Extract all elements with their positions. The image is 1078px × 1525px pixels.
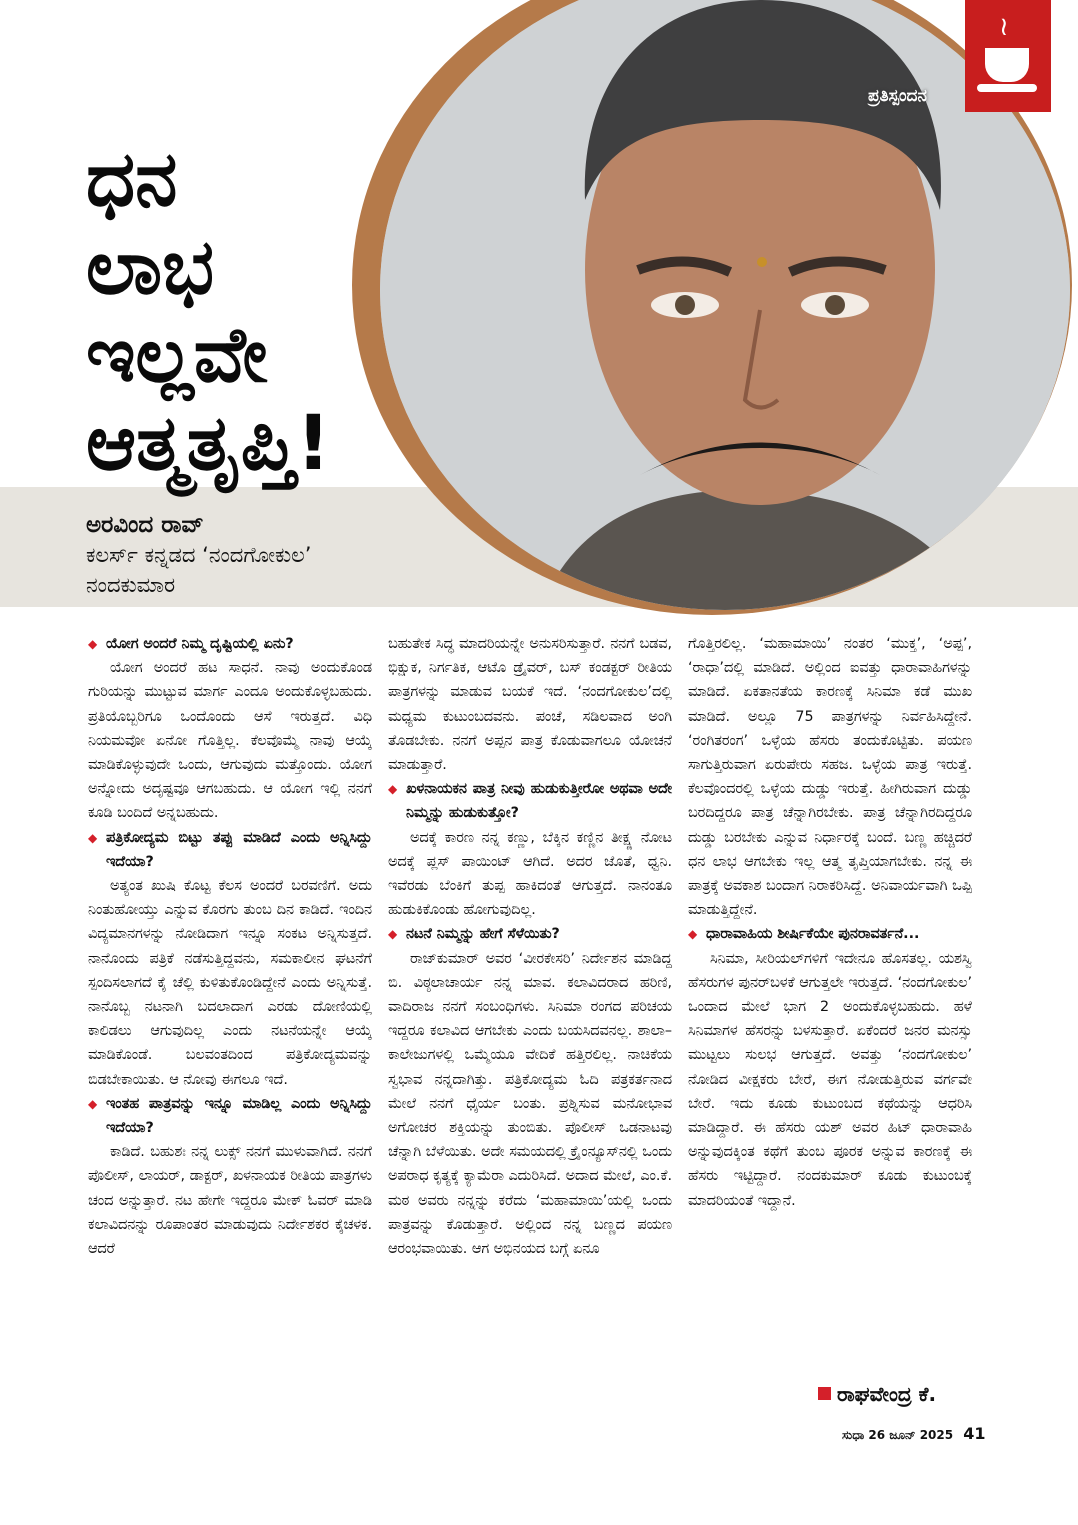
steam-icon: ≀: [999, 12, 1009, 42]
question: ◆ ಇಂತಹ ಪಾತ್ರವನ್ನು ಇನ್ನೂ ಮಾಡಿಲ್ಲ ಎಂದು ಅನ್ನಿಸಿದ್ದು ಇದೆಯಾ?: [88, 1092, 372, 1140]
question: ◆ ನಟನೆ ನಿಮ್ಮನ್ನು ಹೇಗೆ ಸೆಳೆಯಿತು?: [388, 922, 672, 946]
square-bullet-icon: [818, 1387, 831, 1400]
page-number: 41: [963, 1424, 986, 1443]
author-signature: [818, 1382, 936, 1406]
answer: ರಾಜ್‌ಕುಮಾರ್ ಅವರ ‘ವೀರಕೇಸರಿ’ ನಿರ್ದೇಶನ ಮಾಡಿದ್ದ ಬಿ. ವಿಠ್ಠಲಾಚಾರ್ಯ ನನ್ನ ಮಾವ. ಕಲಾವಿದರಾದ ಹರಿಣಿ, ವಾದಿರಾಜ ನನಗೆ ಸಂಬಂಧಿಗಳು. ಸಿನಿಮಾ ರಂಗದ ಪರಿಚಯ ಇದ್ದರೂ ಕಲಾವಿದ ಆಗಬೇಕು ಎಂದು ಬಯಸಿದವನಲ್ಲ. ಶಾಲಾ–ಕಾಲೇಜುಗಳಲ್ಲಿ ಒಮ್ಮೆಯೂ ವೇದಿಕೆ ಹತ್ತಿರಲಿಲ್ಲ. ನಾಚಿಕೆಯ ಸ್ವಭಾವ ನನ್ನದಾಗಿತ್ತು. ಪತ್ರಿಕೋದ್ಯಮ ಓದಿ ಪತ್ರಕರ್ತನಾದ ಮೇಲೆ ನನಗೆ ಧೈರ್ಯ ಬಂತು. ಪ್ರಶ್ನಿಸುವ ಮನೋಭಾವ ಅಗೋಚರ ಶಕ್ತಿಯನ್ನು ತುಂಬಿತು. ಪೊಲೀಸ್ ಒಡನಾಟವು ಚೆನ್ನಾಗಿ ಬೆಳೆಯಿತು. ಅದೇ ಸಮಯದಲ್ಲಿ ಕ್ರೈಂನ್ಯೂಸ್‌ನಲ್ಲಿ ಒಂದು ಅಪರಾಧ ಕೃತ್ಯಕ್ಕೆ ಕ್ಯಾಮೆರಾ ಎದುರಿಸಿದೆ. ಅದಾದ ಮೇಲೆ, ಎಂ.ಕೆ. ಮಠ ಅವರು ನನ್ನನ್ನು ಕರೆದು ‘ಮಹಾಮಾಯಿ’ಯಲ್ಲಿ ಒಂದು ಪಾತ್ರವನ್ನು ಕೊಡುತ್ತಾರೆ. ಅಲ್ಲಿಂದ ನನ್ನ ಬಣ್ಣದ ಪಯಣ ಆರಂಭವಾಯಿತು. ಆಗ ಅಭಿನಯದ ಬಗ್ಗೆ ಏನೂ: [388, 950, 672, 1258]
question: ◆ ಪತ್ರಿಕೋದ್ಯಮ ಬಿಟ್ಟು ತಪ್ಪು ಮಾಡಿದೆ ಎಂದು ಅನ್ನಿಸಿದ್ದು ಇದೆಯಾ?: [88, 826, 372, 874]
author-name: ರಾಘವೇಂದ್ರ ಕೆ.: [837, 1382, 937, 1406]
answer: ಅತ್ಯಂತ ಖುಷಿ ಕೊಟ್ಟ ಕೆಲಸ ಅಂದರೆ ಬರವಣಿಗೆ. ಅದು ನಿಂತುಹೋಯ್ತು ಎನ್ನುವ ಕೊರಗು ತುಂಬ ದಿನ ಕಾಡಿದೆ. ಇಂದಿನ ವಿದ್ಯಮಾನಗಳನ್ನು ನೋಡಿದಾಗ ಇನ್ನೂ ಸಂಕಟ ಅನ್ನಿಸುತ್ತದೆ. ನಾನೊಂದು ಪತ್ರಿಕೆ ನಡೆಸುತ್ತಿದ್ದವನು, ಸಮಕಾಲೀನ ಘಟನೆಗೆ ಸ್ಪಂದಿಸಲಾಗದೆ ಕೈ ಚೆಲ್ಲಿ ಕುಳಿತುಕೊಂಡಿದ್ದೇನೆ ಎಂದು ಅನ್ನಿಸುತ್ತೆ. ನಾನೊಬ್ಬ ನಟನಾಗಿ ಬದಲಾದಾಗ ಎರಡು ದೋಣಿಯಲ್ಲಿ ಕಾಲಿಡಲು ಆಗುವುದಿಲ್ಲ ಎಂದು ನಟನೆಯನ್ನೇ ಆಯ್ಕೆ ಮಾಡಿಕೊಂಡೆ. ಬಲವಂತದಿಂದ ಪತ್ರಿಕೋದ್ಯಮವನ್ನು ಬಿಡಬೇಕಾಯಿತು. ಆ ನೋವು ಈಗಲೂ ಇದೆ.: [88, 878, 372, 1088]
title-line: ಇಲ್ಲವೇ: [86, 310, 268, 399]
section-label: ಪ್ರತಿಸ್ಪಂದನ: [868, 86, 927, 106]
article-title: [86, 135, 331, 487]
title-line: ಧನ: [86, 134, 178, 223]
section-logo: [965, 0, 1051, 112]
interviewee-name: ಅರವಿಂದ ರಾವ್: [86, 512, 204, 538]
answer: ಅದಕ್ಕೆ ಕಾರಣ ನನ್ನ ಕಣ್ಣು, ಬೆಕ್ಕಿನ ಕಣ್ಣಿನ ತೀಕ್ಷ್ಣ ನೋಟ ಅದಕ್ಕೆ ಪ್ಲಸ್ ಪಾಯಿಂಟ್ ಆಗಿದೆ. ಅದರ ಜೊತೆ, ಧ್ವನಿ. ಇವೆರಡು ಬೆಂಕಿಗೆ ತುಪ್ಪ ಹಾಕಿದಂತೆ ಆಗುತ್ತದೆ. ನಾನಂತೂ ಹುಡುಕಿಕೊಂಡು ಹೋಗುವುದಿಲ್ಲ.: [388, 829, 672, 919]
article-column-3: [688, 632, 972, 1213]
page-footer: [842, 1424, 986, 1443]
interviewee-desc-line1: ಕಲರ್ಸ್ ಕನ್ನಡದ ‘ನಂದಗೋಕುಲ’: [86, 543, 312, 567]
title-line: ಲಾಭ: [86, 222, 214, 311]
byline: [86, 510, 311, 600]
answer: ಕಾಡಿದೆ. ಬಹುಶಃ ನನ್ನ ಲುಕ್ಸ್ ನನಗೆ ಮುಳುವಾಗಿದೆ. ನನಗೆ ಪೊಲೀಸ್, ಲಾಯರ್, ಡಾಕ್ಟರ್, ಖಳನಾಯಕ ರೀತಿಯ ಪಾತ್ರಗಳು ಚಂದ ಅನ್ನುತ್ತಾರೆ. ನಟ ಹೇಗೇ ಇದ್ದರೂ ಮೇಕ್ ಓವರ್ ಮಾಡಿ ಕಲಾವಿದನನ್ನು ರೂಪಾಂತರ ಮಾಡುವುದು ನಿರ್ದೇಶಕರ ಕೈಚಳಕ. ಆದರೆ: [88, 1144, 372, 1258]
coffee-cup-icon: [985, 48, 1029, 82]
interviewee-desc-line2: ನಂದಕುಮಾರ: [86, 573, 176, 597]
answer: ಗೊತ್ತಿರಲಿಲ್ಲ. ‘ಮಹಾಮಾಯಿ’ ನಂತರ ‘ಮುಕ್ತ’, ‘ಅಪ್ಪ’, ‘ರಾಧಾ’ದಲ್ಲಿ ಮಾಡಿದೆ. ಅಲ್ಲಿಂದ ಐವತ್ತು ಧಾರಾವಾಹಿಗಳನ್ನು ಮಾಡಿದೆ. ಏಕತಾನತೆಯ ಕಾರಣಕ್ಕೆ ಸಿನಿಮಾ ಕಡೆ ಮುಖ ಮಾಡಿದೆ. ಅಲ್ಲೂ 75 ಪಾತ್ರಗಳನ್ನು ನಿರ್ವಹಿಸಿದ್ದೇನೆ. ‘ರಂಗಿತರಂಗ’ ಒಳ್ಳೆಯ ಹೆಸರು ತಂದುಕೊಟ್ಟಿತು. ಪಯಣ ಸಾಗುತ್ತಿರುವಾಗ ಏರುಪೇರು ಸಹಜ. ಒಳ್ಳೆಯ ಪಾತ್ರ ಇರುತ್ತೆ. ಕೆಲವೊಂದರಲ್ಲಿ ಒಳ್ಳೆಯ ದುಡ್ಡು ಇರುತ್ತೆ. ಹೀಗಿರುವಾಗ ದುಡ್ಡು ಬರದಿದ್ದರೂ ಪಾತ್ರ ಚೆನ್ನಾಗಿರಬೇಕು. ಪಾತ್ರ ಚೆನ್ನಾಗಿರದಿದ್ದರೂ ದುಡ್ಡು ಬರಬೇಕು ಎನ್ನುವ ನಿರ್ಧಾರಕ್ಕೆ ಬಂದೆ. ಬಣ್ಣ ಹಚ್ಚಿದರೆ ಧನ ಲಾಭ ಆಗಬೇಕು ಇಲ್ಲ ಆತ್ಮ ತೃಪ್ತಿಯಾಗಬೇಕು. ನನ್ನ ಈ ಪಾತ್ರಕ್ಕೆ ಅವಕಾಶ ಬಂದಾಗ ನಿರಾಕರಿಸಿದ್ದೆ. ಅನಿವಾರ್ಯವಾಗಿ ಒಪ್ಪಿ ಮಾಡುತ್ತಿದ್ದೇನೆ.: [688, 636, 972, 919]
answer: ಯೋಗ ಅಂದರೆ ಹಟ ಸಾಧನೆ. ನಾವು ಅಂದುಕೊಂಡ ಗುರಿಯನ್ನು ಮುಟ್ಟುವ ಮಾರ್ಗ ಎಂದೂ ಅಂದುಕೊಳ್ಳಬಹುದು. ಪ್ರತಿಯೊಬ್ಬರಿಗೂ ಒಂದೊಂದು ಆಸೆ ಇರುತ್ತದೆ. ವಿಧಿ ನಿಯಮವೋ ಏನೋ ಗೊತ್ತಿಲ್ಲ. ಕೆಲವೊಮ್ಮೆ ನಾವು ಆಯ್ಕೆ ಮಾಡಿಕೊಳ್ಳುವುದೇ ಒಂದು, ಆಗುವುದು ಮತ್ತೊಂದು. ಯೋಗ ಅನ್ನೋದು ಅದೃಷ್ಟವೂ ಆಗಬಹುದು. ಆ ಯೋಗ ಇಲ್ಲಿ ನನಗೆ ಕೂಡಿ ಬಂದಿದೆ ಅನ್ನಬಹುದು.: [88, 660, 372, 822]
article-column-1: [88, 632, 372, 1261]
question: ◆ ಧಾರಾವಾಹಿಯ ಶೀರ್ಷಿಕೆಯೇ ಪುನರಾವರ್ತನೆ...: [688, 922, 972, 946]
answer: ಸಿನಿಮಾ, ಸೀರಿಯಲ್‌ಗಳಿಗೆ ಇದೇನೂ ಹೊಸತಲ್ಲ. ಯಶಸ್ವಿ ಹೆಸರುಗಳ ಪುನರ್‌ಬಳಕೆ ಆಗುತ್ತಲೇ ಇರುತ್ತದೆ. ‘ನಂದಗೋಕುಲ’ ಒಂದಾದ ಮೇಲೆ ಭಾಗ 2 ಅಂದುಕೊಳ್ಳಬಹುದು. ಹಳೆ ಸಿನಿಮಾಗಳ ಹೆಸರನ್ನು ಬಳಸುತ್ತಾರೆ. ಏಕೆಂದರೆ ಜನರ ಮನಸ್ಸು ಮುಟ್ಟಲು ಸುಲಭ ಆಗುತ್ತದೆ. ಅವತ್ತು ‘ನಂದಗೋಕುಲ’ ನೋಡಿದ ವೀಕ್ಷಕರು ಬೇರೆ, ಈಗ ನೋಡುತ್ತಿರುವ ವರ್ಗವೇ ಬೇರೆ. ಇದು ಕೂಡು ಕುಟುಂಬದ ಕಥೆಯನ್ನು ಆಧರಿಸಿ ಮಾಡಿದ್ದಾರೆ. ಈ ಹೆಸರು ಯಶ್ ಅವರ ಹಿಟ್ ಧಾರಾವಾಹಿ ಅನ್ನುವುದಕ್ಕಿಂತ ಕಥೆಗೆ ತುಂಬ ಪೂರಕ ಅನ್ನುವ ಕಾರಣಕ್ಕೆ ಈ ಹೆಸರು ಇಟ್ಟಿದ್ದಾರೆ. ನಂದಕುಮಾರ್ ಕೂಡು ಕುಟುಂಬಕ್ಕೆ ಮಾದರಿಯಂತೆ ಇದ್ದಾನೆ.: [688, 950, 972, 1209]
magazine-name: ಸುಧಾ: [842, 1428, 865, 1442]
question: ◆ ಯೋಗ ಅಂದರೆ ನಿಮ್ಮ ದೃಷ್ಟಿಯಲ್ಲಿ ಏನು?: [88, 632, 372, 656]
question: ◆ ಖಳನಾಯಕನ ಪಾತ್ರ ನೀವು ಹುಡುಕುತ್ತೀರೋ ಅಥವಾ ಅದೇ ನಿಮ್ಮನ್ನು ಹುಡುಕುತ್ತೋ?: [388, 777, 672, 825]
title-line: ಆತ್ಮತೃಪ್ತಿ!: [86, 398, 331, 487]
answer: ಬಹುತೇಕ ಸಿದ್ಧ ಮಾದರಿಯನ್ನೇ ಅನುಸರಿಸುತ್ತಾರೆ. ನನಗೆ ಬಡವ, ಭಿಕ್ಷುಕ, ನಿರ್ಗತಿಕ, ಆಟೊ ಡ್ರೈವರ್, ಬಸ್ ಕಂಡಕ್ಟರ್ ರೀತಿಯ ಪಾತ್ರಗಳನ್ನು ಮಾಡುವ ಬಯಕೆ ಇದೆ. ‘ನಂದಗೋಕುಲ’ದಲ್ಲಿ ಮಧ್ಯಮ ಕುಟುಂಬದವನು. ಪಂಚೆ, ಸಡಿಲವಾದ ಅಂಗಿ ತೊಡಬೇಕು. ನನಗೆ ಅಪ್ಪನ ಪಾತ್ರ ಕೊಡುವಾಗಲೂ ಯೋಚನೆ ಮಾಡುತ್ತಾರೆ.: [388, 636, 672, 774]
article-column-2: [388, 632, 672, 1261]
saucer-icon: [977, 84, 1037, 92]
issue-date: 26 ಜೂನ್ 2025: [868, 1428, 954, 1442]
